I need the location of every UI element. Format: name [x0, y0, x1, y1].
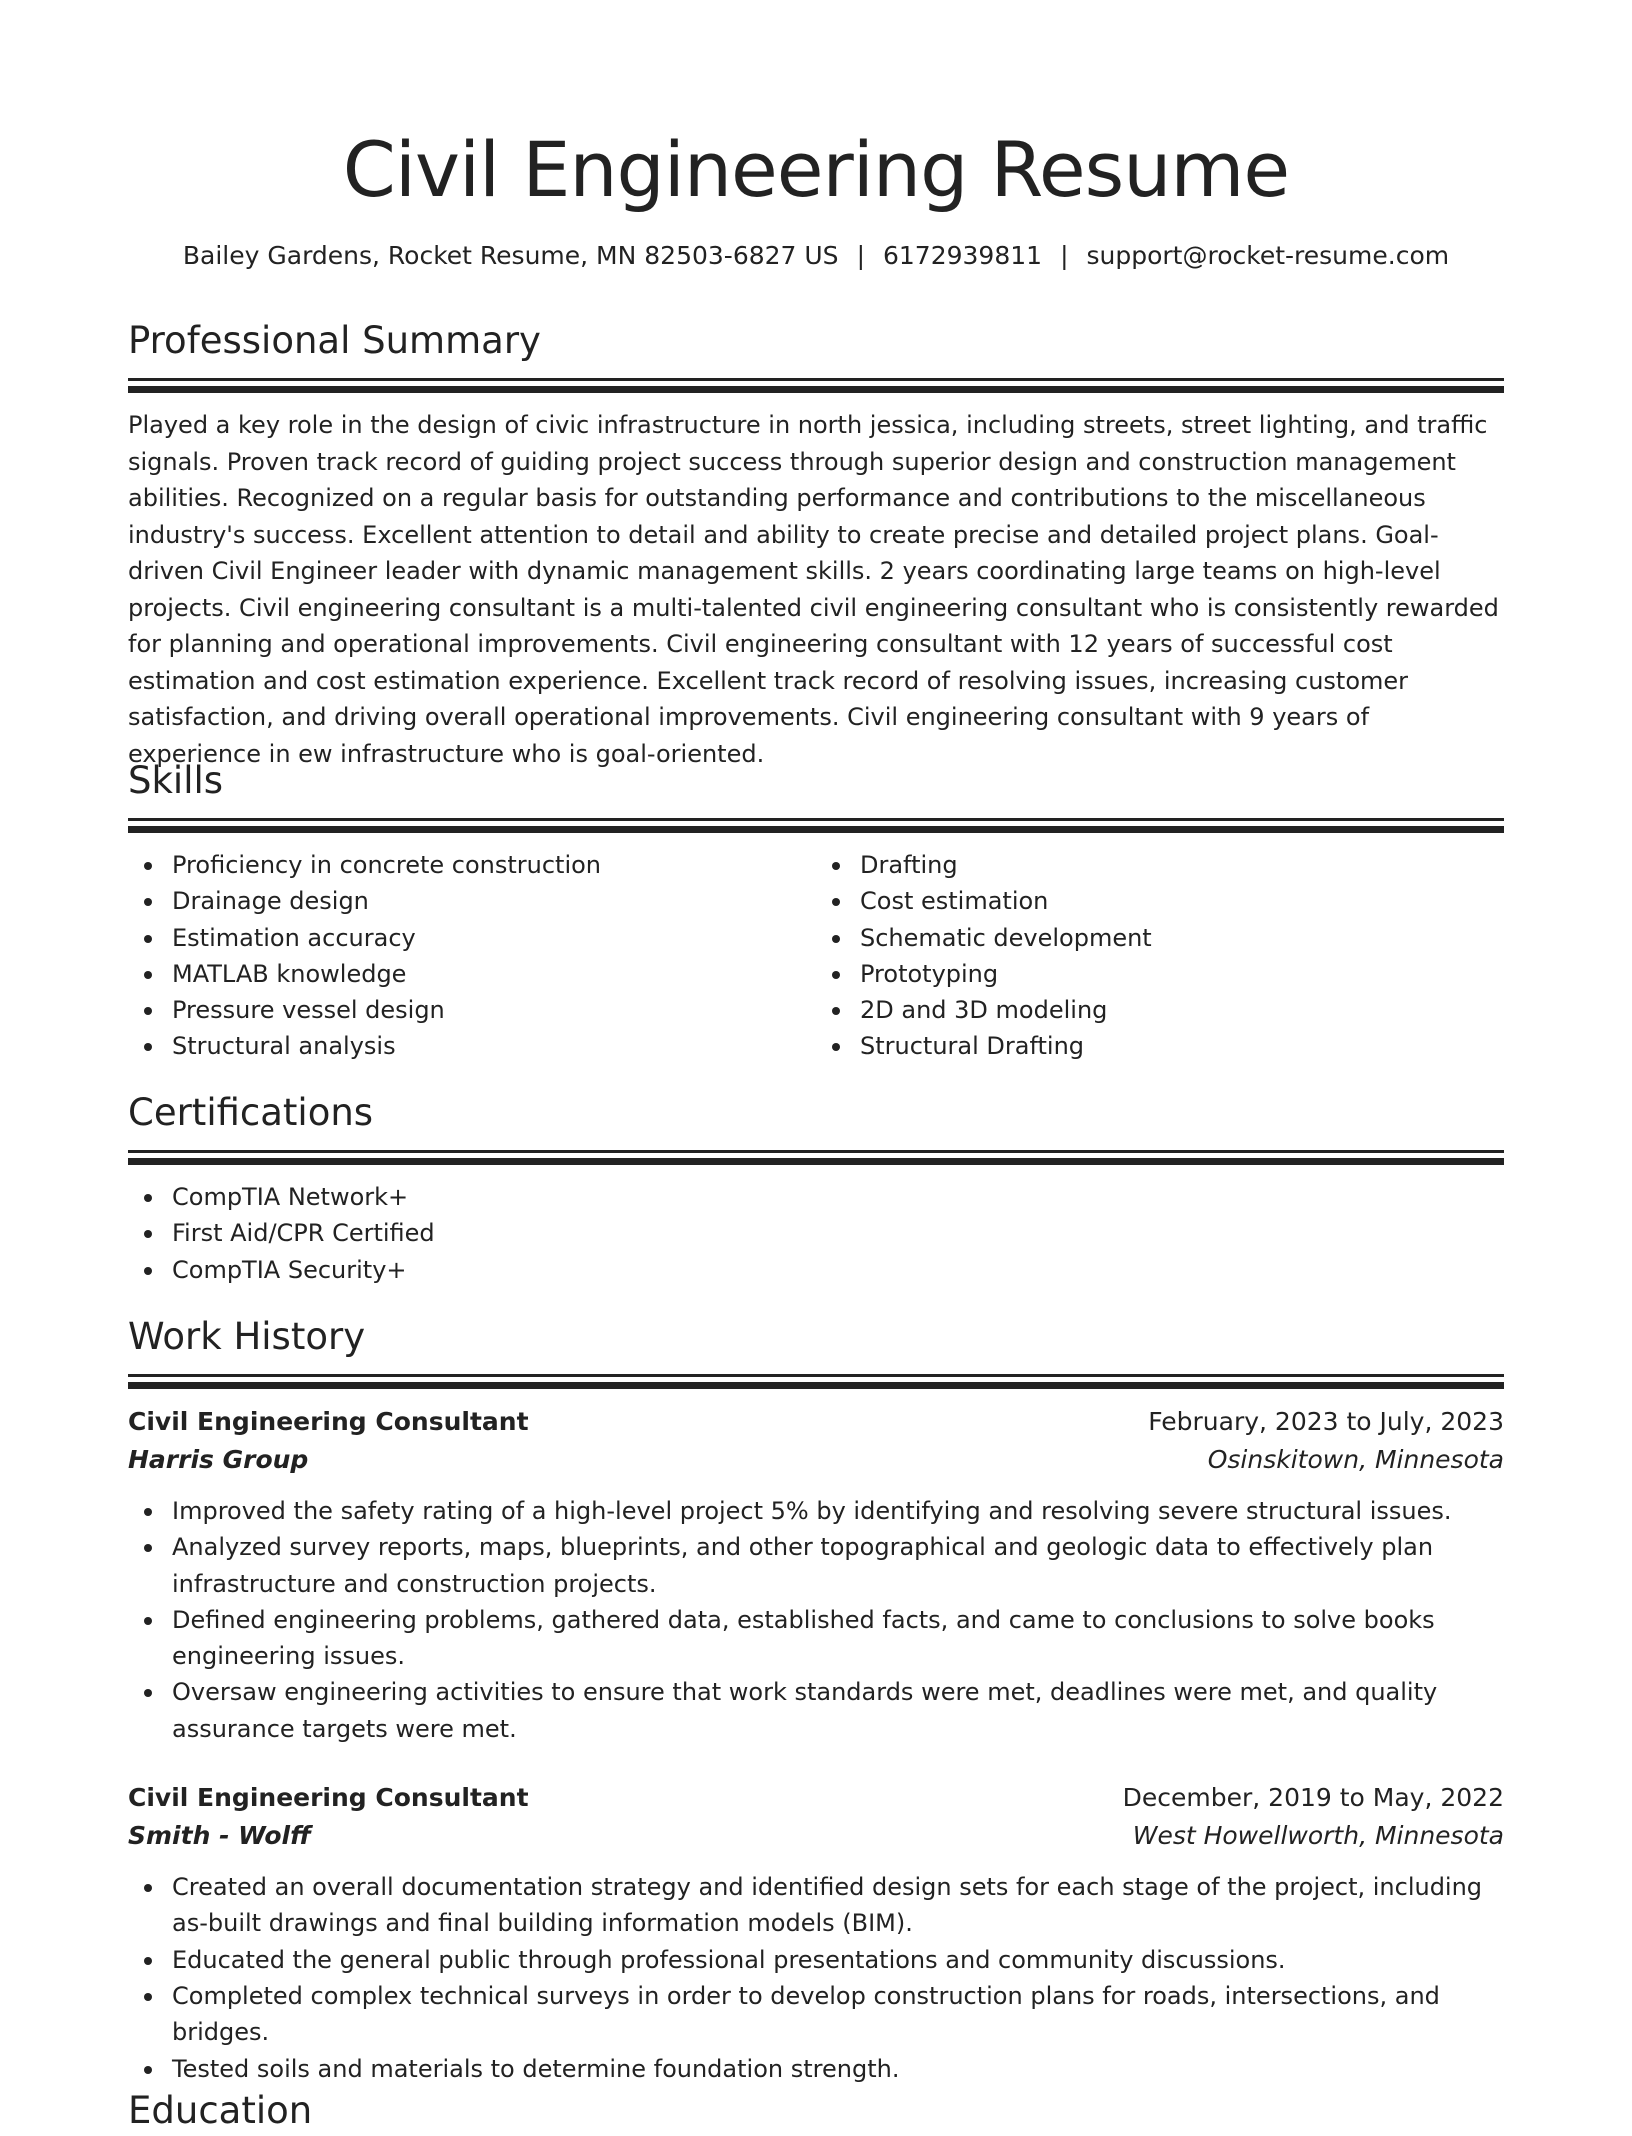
- job-header-row: [128, 1403, 1504, 1441]
- job-bullet: Oversaw engineering activities to ensure that work standards were met, deadlines were met, and quality assurance targets were met.: [172, 1674, 1504, 1747]
- resume-title: Civil Engineering Resume: [342, 125, 1290, 214]
- job-bullet: Created an overall documentation strategy and identified design sets for each stage of the project, including as-built drawings and final building information models (BIM).: [172, 1869, 1504, 1942]
- skills-grid: [128, 847, 1504, 1065]
- skill-item: MATLAB knowledge: [172, 956, 816, 992]
- section-divider: [128, 378, 1504, 381]
- job-dates: February, 2023 to July, 2023: [1148, 1407, 1504, 1436]
- contact-email: support@rocket-resume.com: [1086, 241, 1450, 270]
- certification-item: CompTIA Network+: [172, 1179, 1504, 1215]
- skill-item: Drainage design: [172, 883, 816, 919]
- skills-right-list: [816, 847, 1504, 1065]
- job-location: Osinskitown, Minnesota: [1207, 1445, 1504, 1474]
- section-divider: [128, 1150, 1504, 1153]
- job-dates: December, 2019 to May, 2022: [1122, 1783, 1504, 1813]
- skill-item: Pressure vessel design: [172, 992, 816, 1028]
- job-location: West Howellworth, Minnesota: [1132, 1821, 1504, 1851]
- certifications-heading: Certifications: [128, 1091, 374, 1134]
- job-subheader-row: [128, 1441, 1504, 1479]
- work-history-section: [128, 1312, 1504, 2087]
- summary-section: [128, 316, 1504, 772]
- certification-item: CompTIA Security+: [172, 1252, 1504, 1288]
- section-divider: [128, 386, 1504, 393]
- job-bullet: Analyzed survey reports, maps, blueprints, and other topographical and geologic data to effectively plan infrastructure and construction projects.: [172, 1529, 1504, 1602]
- skill-item: Proficiency in concrete construction: [172, 847, 816, 883]
- section-divider: [128, 1158, 1504, 1165]
- section-divider: [128, 818, 1504, 821]
- skill-item: Estimation accuracy: [172, 920, 816, 956]
- job-title: Civil Engineering Consultant: [128, 1783, 529, 1813]
- contact-line: [128, 238, 1504, 274]
- contact-phone: 6172939811: [883, 241, 1043, 270]
- contact-separator: |: [856, 241, 865, 270]
- skill-item: Cost estimation: [860, 883, 1504, 919]
- job-bullet: Tested soils and materials to determine foundation strength.: [172, 2051, 1504, 2087]
- job-entry: [128, 1779, 1504, 2087]
- job-header-row: [128, 1779, 1504, 1817]
- skill-item: 2D and 3D modeling: [860, 992, 1504, 1028]
- job-bullet: Improved the safety rating of a high-level project 5% by identifying and resolving severe structural issues.: [172, 1493, 1504, 1529]
- certifications-section: [128, 1088, 1504, 1288]
- job-bullet: Educated the general public through professional presentations and community discussions.: [172, 1942, 1504, 1978]
- education-section: [128, 2086, 1504, 2136]
- skill-item: Structural analysis: [172, 1028, 816, 1064]
- skills-left-list: [128, 847, 816, 1065]
- job-bullet: Completed complex technical surveys in order to develop construction plans for roads, intersections, and bridges.: [172, 1978, 1504, 2051]
- job-entry: [128, 1403, 1504, 1747]
- contact-separator: |: [1060, 241, 1069, 270]
- section-divider: [128, 1374, 1504, 1377]
- skills-heading: Skills: [128, 759, 224, 802]
- certifications-list: [128, 1179, 1504, 1288]
- certification-item: First Aid/CPR Certified: [172, 1215, 1504, 1251]
- job-bullets: [128, 1869, 1504, 2087]
- section-divider: [128, 1382, 1504, 1389]
- summary-text: Played a key role in the design of civic infrastructure in north jessica, including streets, street lighting, and traffic signals. Proven track record of guiding project success through superior design and construction management abilities. Recognized on a regular basis for outstanding performance and contributions to the miscellaneous industry's success. Excellent attention to detail and ability to create precise and detailed project plans. Goal-driven Civil Engineer leader with dynamic management skills. 2 years coordinating large teams on high-level projects. Civil engineering consultant is a multi-talented civil engineering consultant who is consistently rewarded for planning and operational improvements. Civil engineering consultant with 12 years of successful cost estimation and cost estimation experience. Excellent track record of resolving issues, increasing customer satisfaction, and driving overall operational improvements. Civil engineering consultant with 9 years of experience in ew infrastructure who is goal-oriented.: [128, 411, 1499, 768]
- job-company: Smith - Wolff: [128, 1821, 311, 1851]
- work-history-heading: Work History: [128, 1315, 366, 1358]
- skill-item: Schematic development: [860, 920, 1504, 956]
- skills-section: [128, 756, 1504, 1065]
- job-bullets: [128, 1493, 1504, 1747]
- skill-item: Prototyping: [860, 956, 1504, 992]
- skill-item: Structural Drafting: [860, 1028, 1504, 1064]
- job-title: Civil Engineering Consultant: [128, 1407, 529, 1436]
- contact-address: Bailey Gardens, Rocket Resume, MN 82503-6827 US: [182, 241, 839, 270]
- skill-item: Drafting: [860, 847, 1504, 883]
- job-bullet: Defined engineering problems, gathered data, established facts, and came to conclusions to solve books engineering issues.: [172, 1602, 1504, 1675]
- job-company: Harris Group: [128, 1445, 309, 1474]
- job-subheader-row: [128, 1817, 1504, 1855]
- summary-heading: Professional Summary: [128, 319, 541, 362]
- section-divider: [128, 826, 1504, 833]
- education-heading: Education: [128, 2089, 313, 2132]
